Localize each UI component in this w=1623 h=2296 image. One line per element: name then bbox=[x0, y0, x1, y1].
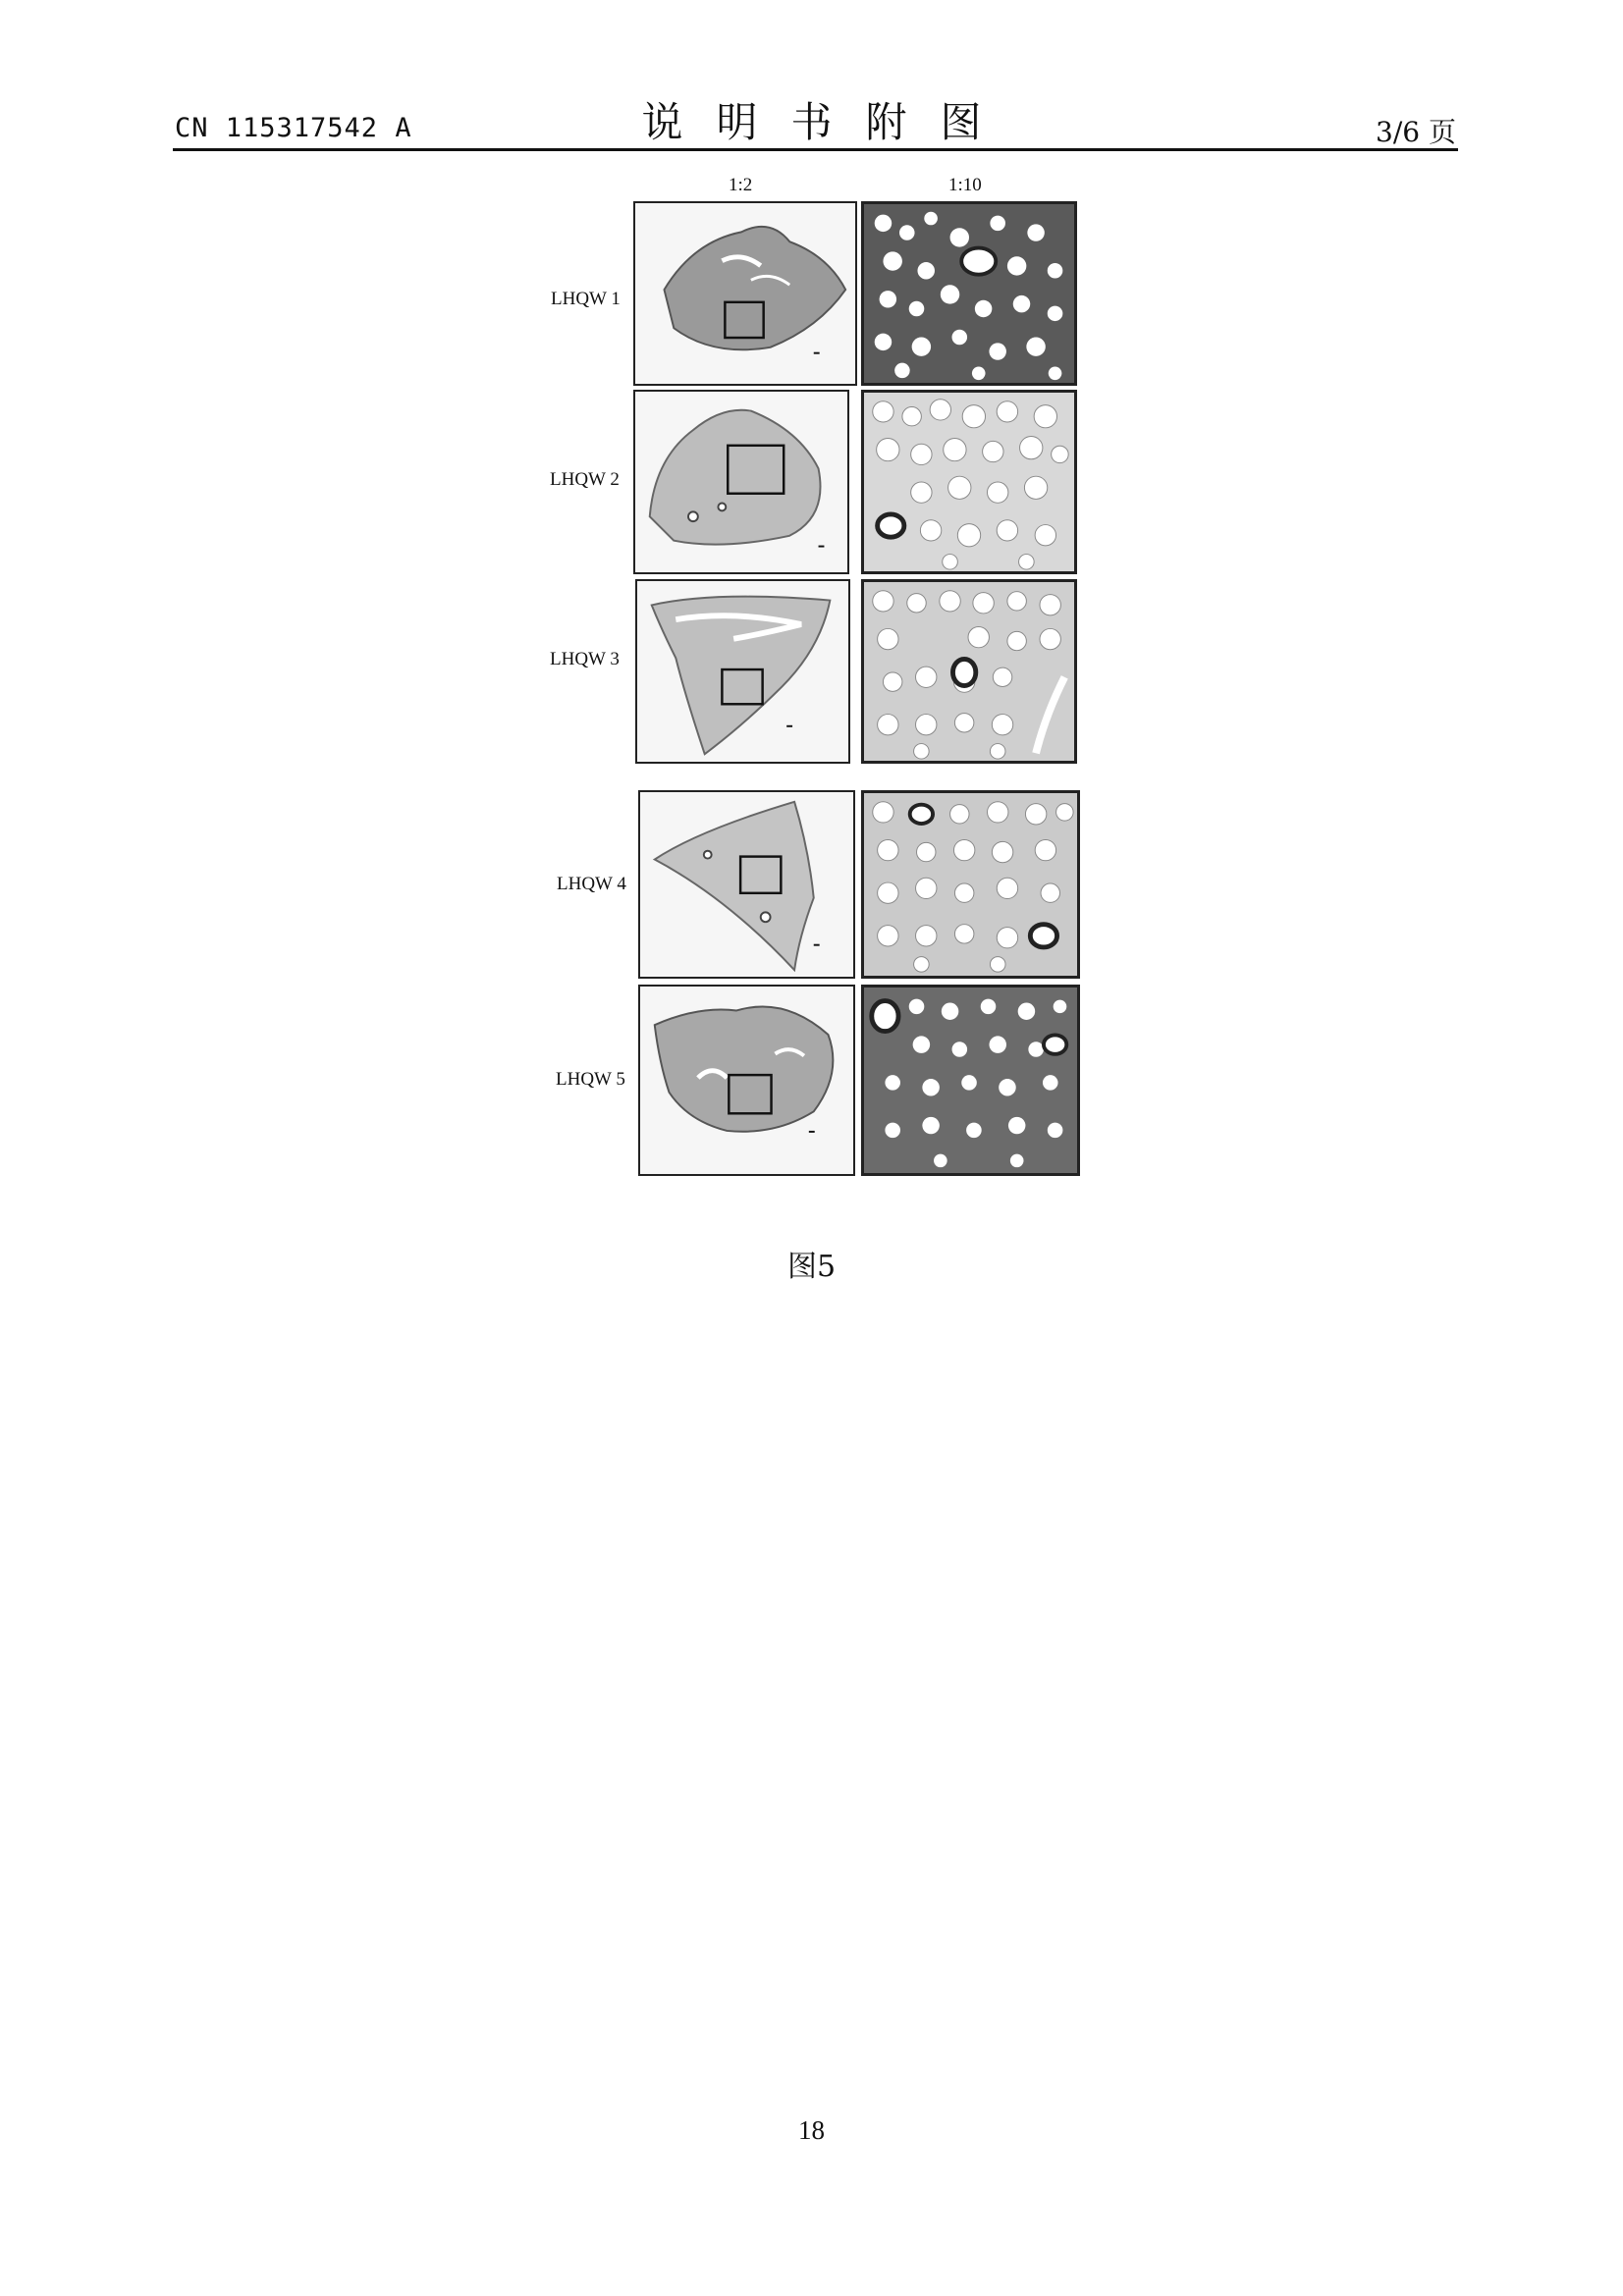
column-header-high-mag: 1:10 bbox=[948, 175, 982, 195]
row-label: LHQW 1 bbox=[551, 289, 621, 309]
detail-image bbox=[861, 201, 1077, 386]
alveolar-tissue-detail bbox=[864, 204, 1074, 383]
lung-section-overview bbox=[635, 392, 847, 572]
page-number: 18 bbox=[798, 2115, 825, 2145]
lung-section-overview bbox=[640, 987, 853, 1174]
overview-image bbox=[633, 390, 849, 574]
row-label: LHQW 5 bbox=[556, 1069, 625, 1090]
overview-image bbox=[635, 579, 850, 764]
row-label: LHQW 3 bbox=[550, 649, 620, 669]
section-title: 说明书附图 bbox=[641, 98, 1015, 146]
overview-image bbox=[638, 985, 855, 1176]
overview-image bbox=[638, 790, 855, 979]
alveolar-tissue-detail bbox=[864, 393, 1074, 571]
alveolar-tissue-detail bbox=[864, 793, 1077, 976]
page-of-total: 3/6 页 bbox=[1376, 116, 1456, 148]
overview-image bbox=[633, 201, 857, 386]
lung-section-overview bbox=[635, 203, 855, 384]
alveolar-tissue-detail bbox=[864, 988, 1077, 1173]
patent-number: CN 115317542 A bbox=[175, 113, 412, 143]
detail-image bbox=[861, 790, 1080, 979]
row-label: LHQW 2 bbox=[550, 469, 620, 490]
detail-image bbox=[861, 985, 1080, 1176]
header-rule bbox=[173, 148, 1458, 151]
figure-caption: 图5 bbox=[786, 1250, 837, 1284]
detail-image bbox=[861, 579, 1077, 764]
lung-section-overview bbox=[637, 581, 848, 762]
alveolar-tissue-detail bbox=[864, 582, 1074, 761]
column-header-low-mag: 1:2 bbox=[729, 175, 753, 195]
detail-image bbox=[861, 390, 1077, 574]
row-label: LHQW 4 bbox=[557, 874, 626, 894]
lung-section-overview bbox=[640, 792, 853, 977]
